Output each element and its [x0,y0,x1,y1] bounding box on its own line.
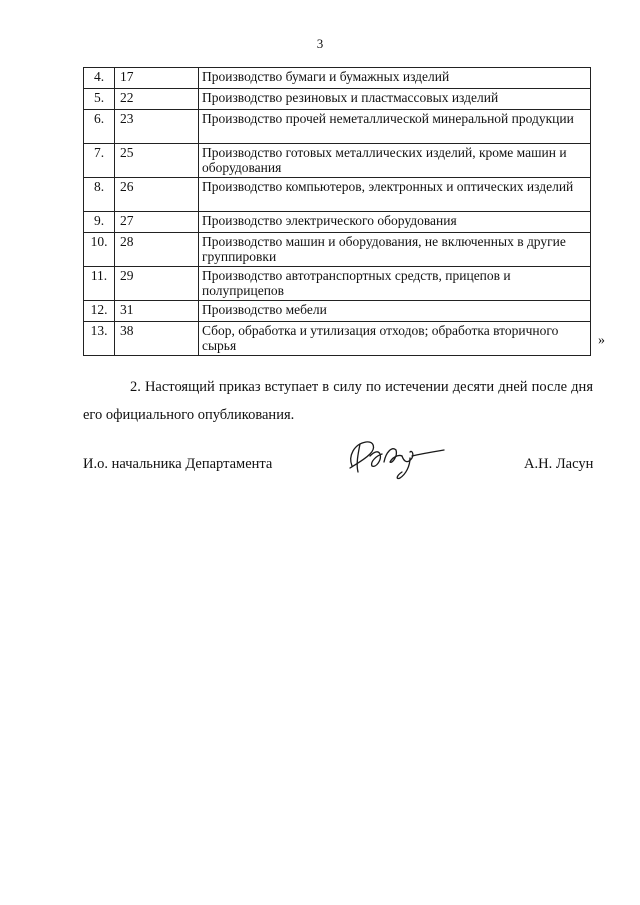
row-code: 26 [115,178,199,212]
row-name: Производство электрического оборудования [199,212,591,233]
table-row [84,68,591,89]
closing-quote: » [598,333,605,348]
page-number: 3 [316,36,324,51]
row-name: Производство автотранспортных средств, прицепов и полуприцепов [199,267,591,301]
row-code: 28 [115,233,199,267]
row-number: 8. [84,178,115,212]
table-row [84,178,591,212]
row-number: 5. [84,89,115,110]
row-name: Производство резиновых и пластмассовых изделий [199,89,591,110]
row-name: Производство бумаги и бумажных изделий [199,68,591,89]
row-code: 23 [115,110,199,144]
effective-date-paragraph: 2. Настоящий приказ вступает в силу по истечении десяти дней после дня его официального опубликования. [83,379,593,423]
table-row [84,144,591,178]
handwritten-signature-icon [340,432,452,482]
row-number: 7. [84,144,115,178]
signatory-title: И.о. начальника Департамента [83,456,273,472]
row-name: Производство компьютеров, электронных и оптических изделий [199,178,591,212]
row-name: Производство готовых металлических изделий, кроме машин и оборудования [199,144,591,178]
row-number: 12. [84,301,115,322]
row-name: Производство прочей неметаллической минеральной продукции [199,110,591,144]
signatory-name: А.Н. Ласун [524,456,594,472]
table-row [84,110,591,144]
row-code: 38 [115,322,199,356]
row-name: Сбор, обработка и утилизация отходов; обработка вторичного сырья [199,322,591,356]
row-number: 11. [84,267,115,301]
row-code: 27 [115,212,199,233]
row-name: Производство машин и оборудования, не включенных в другие группировки [199,233,591,267]
row-number: 10. [84,233,115,267]
table-row [84,301,591,322]
table-row [84,322,591,356]
row-number: 4. [84,68,115,89]
industry-codes-table [83,67,591,356]
row-code: 17 [115,68,199,89]
row-number: 6. [84,110,115,144]
table-row [84,89,591,110]
row-number: 9. [84,212,115,233]
row-code: 29 [115,267,199,301]
table-row [84,212,591,233]
row-number: 13. [84,322,115,356]
row-code: 31 [115,301,199,322]
table-row [84,267,591,301]
row-name: Производство мебели [199,301,591,322]
row-code: 25 [115,144,199,178]
row-code: 22 [115,89,199,110]
table-row [84,233,591,267]
